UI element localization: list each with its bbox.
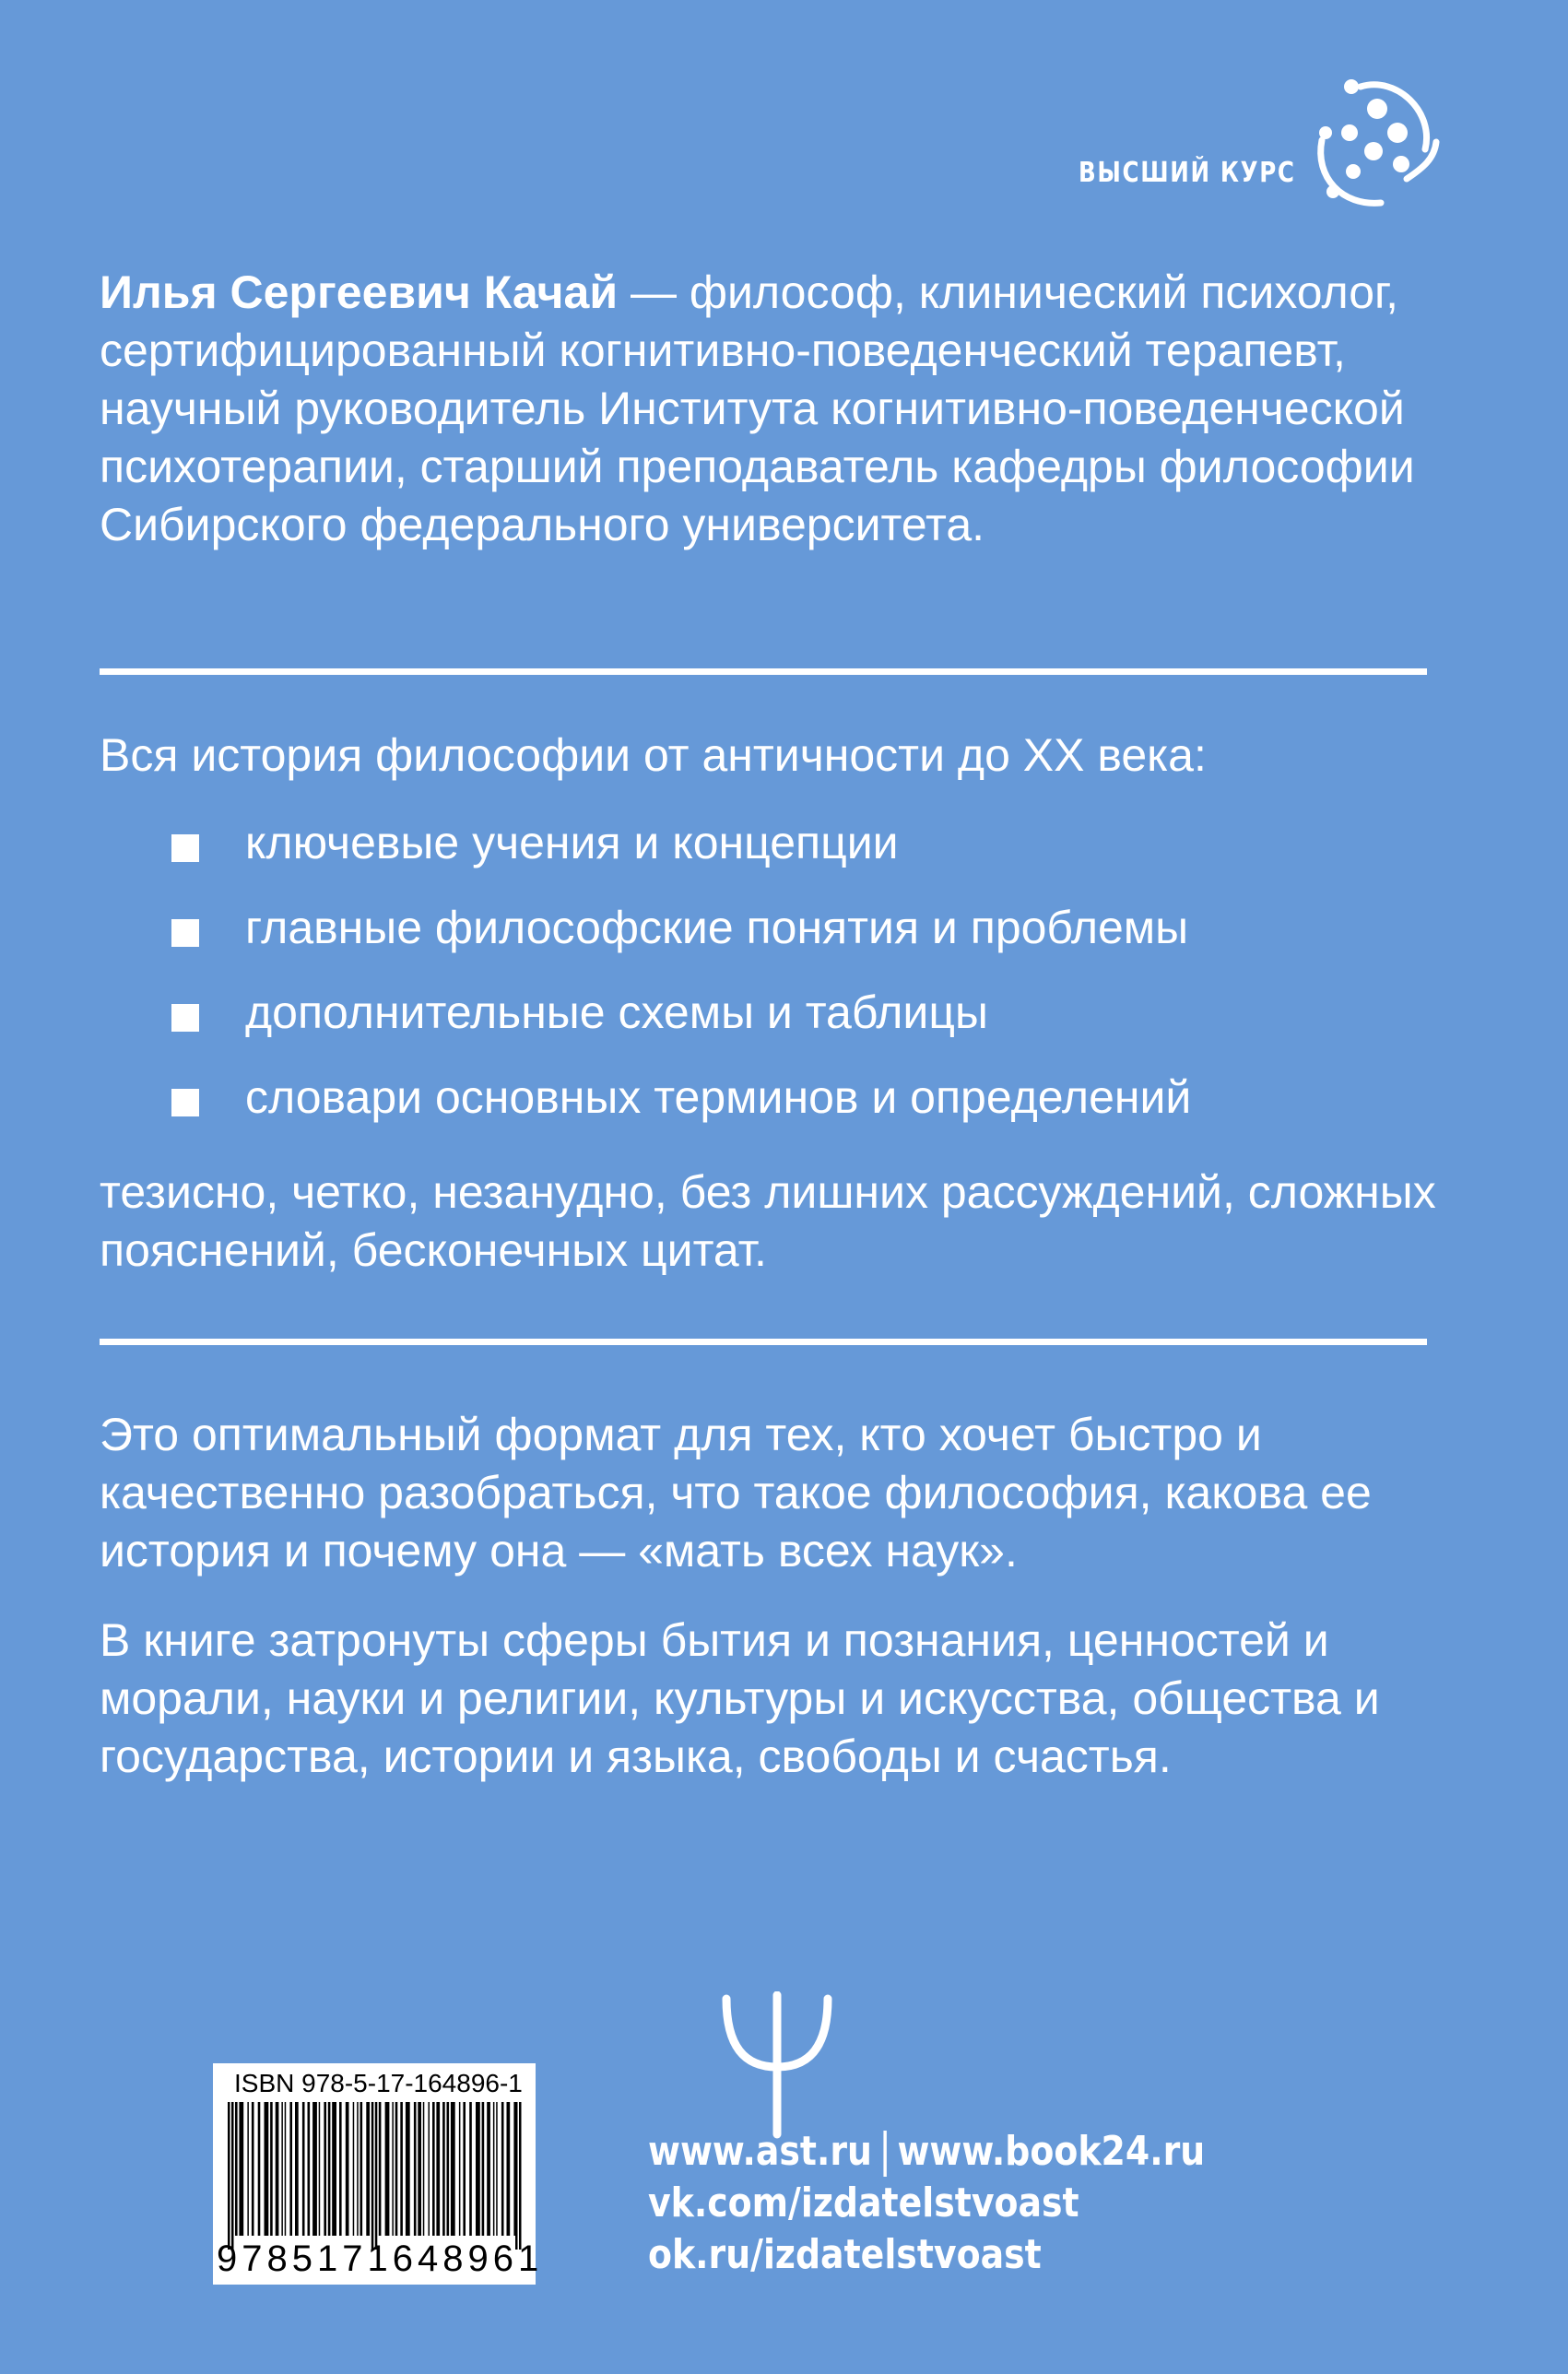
author-bio-text: — философ, клинический психолог, сертифицированный когнитивно-поведенческий терапевт, научный руководитель Института когнитивно-поведенческой психотерапии, старший преподаватель кафедры философии Сибирского федерального университета. [100,266,1415,550]
list-item: словари основных терминов и определений [171,1069,1191,1153]
isbn-barcode-block [213,2063,544,2285]
series-brand [1079,76,1447,223]
author-bio [100,264,1445,554]
isbn-label: ISBN 978-5-17-164896-1 [234,2069,523,2097]
barcode-icon [222,2102,526,2250]
contents-lead: Вся история философии от античности до XX века: [100,729,1207,781]
ean-digits: 9785171648961 [217,2238,544,2279]
link-ast[interactable]: www.ast.ru [648,2128,872,2175]
divider [100,1339,1427,1345]
feature-list [171,814,1191,1153]
links-row-sites [648,2126,1205,2178]
square-bullet-icon [171,1089,199,1116]
list-item: главные философские понятия и проблемы [171,899,1191,984]
molecule-icon [1305,76,1444,214]
square-bullet-icon [171,834,199,862]
format-description: Это оптимальный формат для тех, кто хочет быстро и качественно разобраться, что такое философия, какова ее история и почему она — «мать всех наук». [100,1409,1372,1577]
divider [100,668,1427,675]
coverage-description: В книге затронуты сферы бытия и познания, ценностей и морали, науки и религии, культуры и искусства, общества и государства, истории и языка, свободы и счастья. [100,1614,1380,1782]
author-name: Илья Сергеевич Качай [100,266,619,318]
publisher-links [648,2126,1296,2281]
square-bullet-icon [171,1004,199,1032]
square-bullet-icon [171,919,199,947]
list-item: дополнительные схемы и таблицы [171,984,1191,1069]
summary-text: тезисно, четко, незанудно, без лишних рассуждений, сложных пояснений, бесконечных цитат. [100,1166,1436,1276]
list-item: ключевые учения и концепции [171,814,1191,899]
series-label: ВЫСШИЙ КУРС [1079,157,1296,189]
link-book24[interactable]: www.book24.ru [897,2128,1206,2175]
link-vk[interactable]: vk.com/izdatelstvoast [648,2179,1079,2226]
psi-icon [717,1991,837,2139]
link-ok[interactable]: ok.ru/izdatelstvoast [648,2231,1042,2278]
link-separator [883,2131,886,2177]
